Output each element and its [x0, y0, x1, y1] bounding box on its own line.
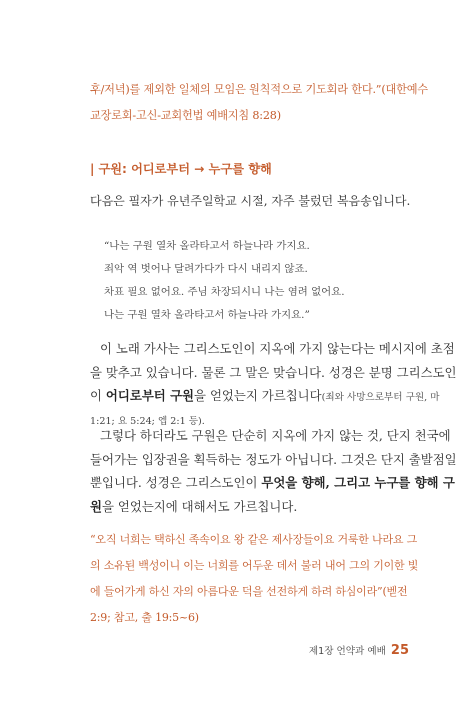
chapter-title: 제1장 언약과 예배 [308, 646, 386, 657]
para-line: 그렇다 하더라도 구원은 단순히 지옥에 가지 않는 것, 단지 천국에 [100, 428, 451, 443]
lyric-line: 차표 필요 없어요. 주님 차장되시니 나는 염려 없어요. [104, 286, 345, 298]
quote-line: 2:9; 참고, 출 19:5~6) [90, 611, 199, 624]
emphasis-text: 무엇을 향해, 그리고 누구를 향해 구 [261, 475, 455, 490]
lyric-line: “나는 구원 열차 올라타고서 하늘나라 가지요. [104, 240, 310, 252]
song-lyrics [104, 235, 345, 327]
top-quote-line: 교장로회-고신-교회헌법 예배지침 8:28) [90, 109, 281, 122]
para-line: 을 맞추고 있습니다. 물론 그 말은 맞습니다. 성경은 분명 그리스도인 [90, 364, 457, 380]
body-paragraph-2 [90, 424, 457, 518]
quote-line: “오직 너희는 택하신 족속이요 왕 같은 제사장들이요 거룩한 나라요 그 [90, 533, 418, 546]
lyric-line: 나는 구원 열차 올라타고서 하늘나라 가지요.” [104, 309, 310, 321]
lyric-line: 죄악 역 벗어나 달려가다가 다시 내리지 않죠. [104, 263, 308, 275]
para-line: 이 노래 가사는 그리스도인이 지옥에 가지 않는다는 메시지에 초점 [100, 341, 455, 356]
heading-text: 구원: 어디로부터 → 누구를 향해 [98, 162, 272, 176]
top-quote-line: 후/저녁)를 제외한 일체의 모임은 원칙적으로 기도회라 한다.”(대한예수 [90, 83, 428, 96]
top-quote [90, 77, 428, 129]
scripture-quote [90, 527, 418, 631]
heading-bar: | [90, 162, 95, 176]
para-text: 을 얻었는지에 대해서도 가르칩니다. [101, 498, 298, 514]
para-line [90, 471, 455, 495]
scripture-reference: 1:21; 요 5:24; 엡 2:1 등). [90, 415, 205, 427]
para-text: 을 얻었는지 가르칩니다 [194, 388, 322, 403]
scripture-reference: (죄와 사망으로부터 구원, 마 [321, 392, 440, 403]
para-line [90, 384, 440, 410]
emphasis-text: 원 [90, 498, 102, 514]
quote-line: 의 소유된 백성이니 이는 너희를 어두운 데서 불러 내어 그의 기이한 빛 [90, 559, 419, 572]
intro-sentence: 다음은 필자가 유년주일학교 시절, 자주 불렀던 복음송입니다. [90, 194, 411, 208]
page-footer [309, 639, 409, 658]
para-line [90, 495, 412, 519]
body-paragraph-1 [90, 337, 457, 433]
page-number: 25 [390, 643, 409, 658]
para-text: 뿐입니다. 성경은 그리스도인이 [90, 475, 262, 490]
para-text: 이 [90, 388, 106, 403]
para-line: 들어가는 입장권을 획득하는 정도가 아닙니다. 그것은 단지 출발점일 [90, 451, 457, 467]
quote-line: 에 들어가게 하신 자의 아름다운 덕을 선전하게 하려 하심이라”(벧전 [90, 585, 408, 598]
section-heading [90, 160, 272, 177]
emphasis-text: 어디로부터 구원 [105, 388, 195, 403]
